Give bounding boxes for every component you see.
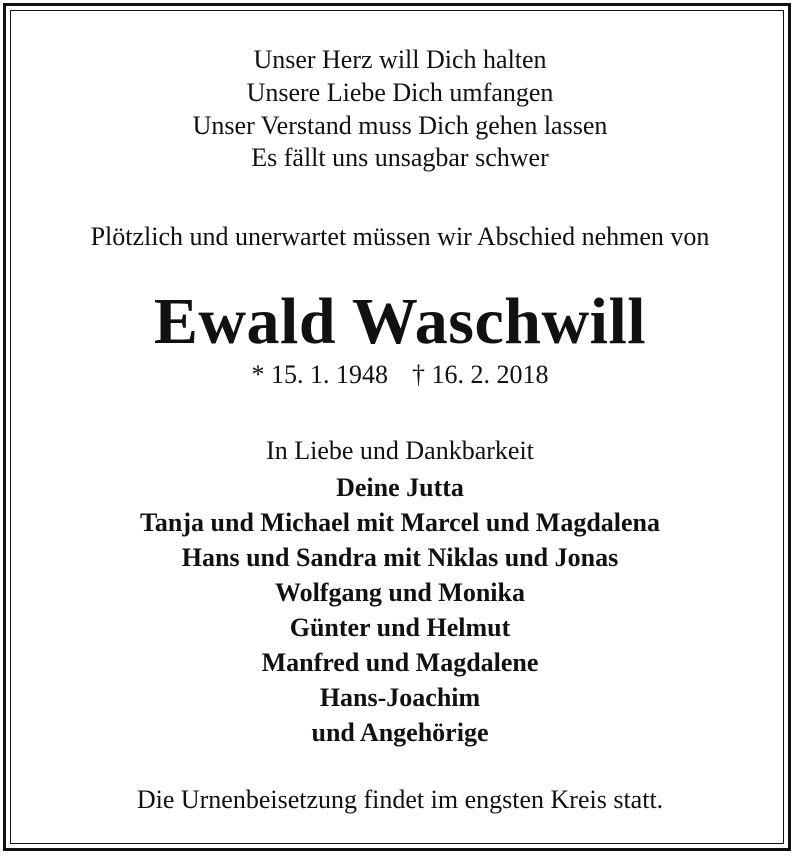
- mourner-line: Deine Jutta: [336, 473, 464, 502]
- mourner-line: Günter und Helmut: [289, 613, 511, 642]
- life-dates: [0, 360, 800, 390]
- signature-intro: In Liebe und Dankbarkeit: [266, 436, 534, 465]
- poem-line: Unser Verstand muss Dich gehen lassen: [192, 111, 608, 140]
- poem-line: Unsere Liebe Dich umfangen: [246, 78, 554, 107]
- birth-date: * 15. 1. 1948: [251, 360, 388, 389]
- mourner-line: Hans und Sandra mit Niklas und Jonas: [181, 543, 619, 572]
- mourner-line: Manfred und Magdalene: [261, 648, 539, 677]
- death-date: † 16. 2. 2018: [412, 360, 549, 389]
- poem-line: Unser Herz will Dich halten: [253, 45, 547, 74]
- mourner-line: und Angehörige: [311, 718, 489, 747]
- mourner-line: Wolfgang und Monika: [275, 578, 525, 607]
- footer-note: Die Urnenbeisetzung findet im engsten Kreis statt.: [136, 785, 664, 814]
- poem-line: Es fällt uns unsagbar schwer: [251, 143, 549, 172]
- intro-text: Plötzlich und unerwartet müssen wir Abschied nehmen von: [90, 222, 710, 251]
- deceased-name: Ewald Waschwill: [153, 285, 647, 358]
- mourner-line: Hans-Joachim: [319, 683, 481, 712]
- mourner-line: Tanja und Michael mit Marcel und Magdalena: [139, 508, 661, 537]
